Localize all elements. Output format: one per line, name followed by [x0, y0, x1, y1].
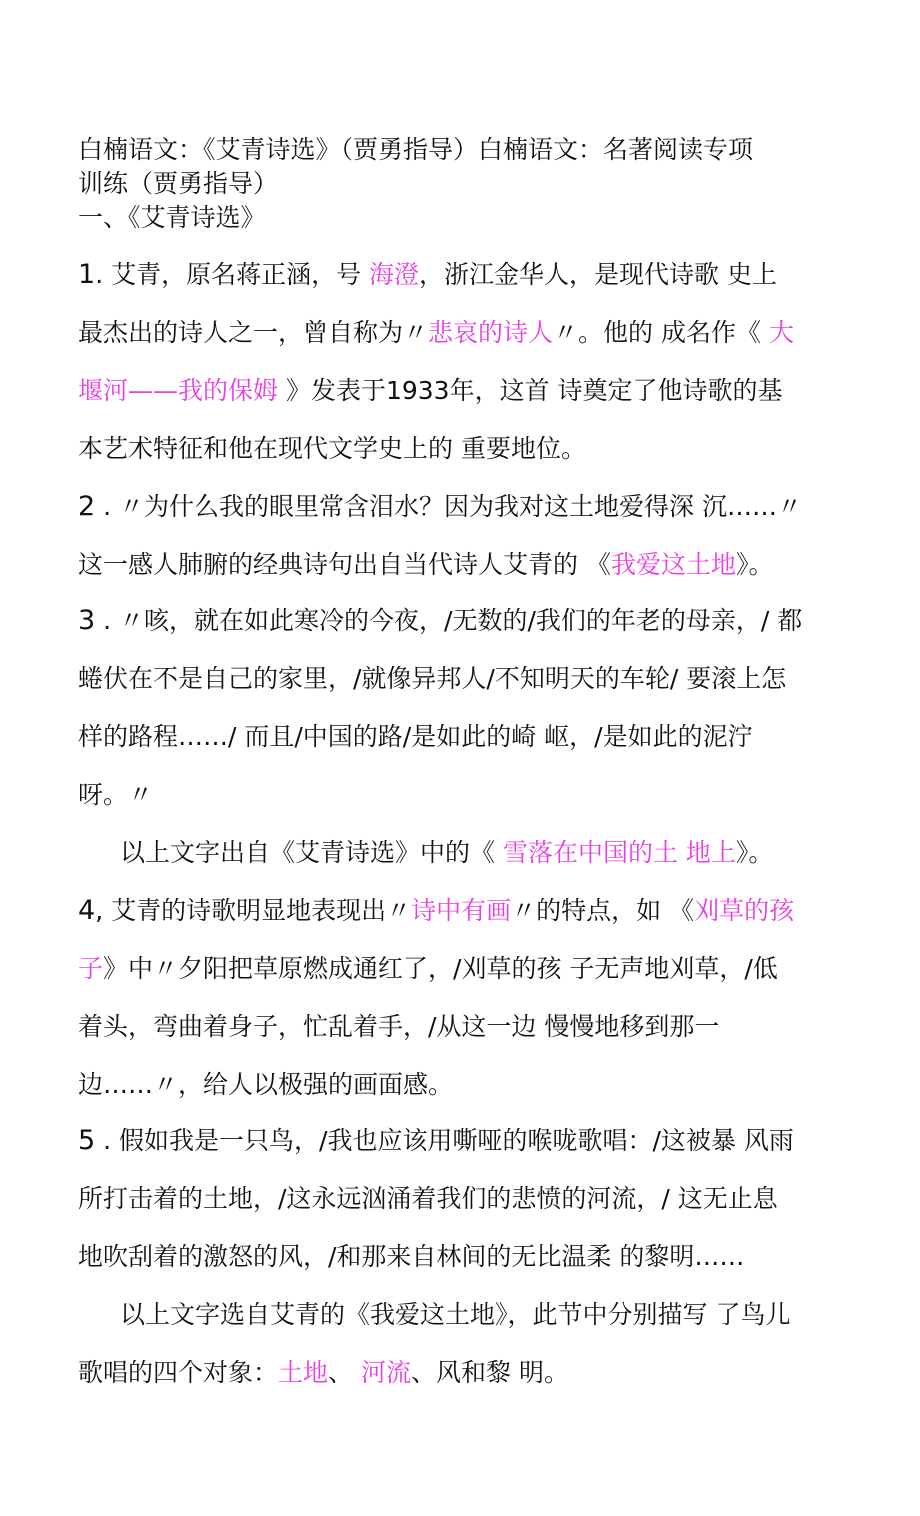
highlight-answer: 子: [78, 954, 104, 983]
highlight-answer: 堰河——我的保姆: [78, 376, 279, 405]
highlight-answer: 河流: [360, 1358, 411, 1387]
highlight-answer: 我爱这土地: [610, 550, 736, 579]
question-2: 2 . 〃为什么我的眼里常含泪水？因为我对这土地爱得深 沉……〃 这一感人肺腑的经典诗句出自当代诗人艾青的 《我爱这土地》。: [78, 491, 802, 579]
highlight-answer: 大: [768, 318, 794, 347]
section-heading: 一、《艾青诗选》: [78, 203, 266, 232]
question-5: 5 . 假如我是一只鸟，/我也应该用嘶哑的喉咙歌唱：/这被暴 风雨 所打击着的土地，/这永远汹涌着我们的悲愤的河流，/ 这无止息 地吹刮着的激怒的风，/和那来自林间的无比温柔 的黎明…… 以上文字选自艾青的《我爱这土地》，此节中分别描写 了鸟儿 歌唱的四个对象：土地、 河流、风和黎 明。: [78, 1125, 794, 1387]
highlight-answer: 海澄: [369, 260, 420, 289]
highlight-answer: 雪落在中国的土 地上: [502, 838, 736, 867]
highlight-answer: 刈草的孩: [694, 896, 795, 925]
question-number: 2: [78, 491, 96, 522]
header-title-line-1: 白楠语文：《艾青诗选》（贾勇指导）白楠语文：名著阅读专项: [78, 135, 754, 164]
question-3: 3 . 〃咳，就在如此寒冷的今夜，/无数的/我们的年老的母亲，/ 都 蜷伏在不是自己的家里，/就像异邦人/不知明天的车轮/ 要滚上怎 样的路程……/ 而且/中国的路/是如此的崎 岖，/是如此的泥泞 呀。〃 以上文字出自《艾青诗选》中的《 雪落在中国的土 地上》。: [78, 605, 803, 867]
question-number: 3: [78, 605, 96, 636]
document-header: [78, 133, 858, 235]
highlight-answer: 土地: [278, 1358, 329, 1387]
highlight-answer: 悲哀的诗人: [428, 318, 554, 347]
header-title-line-2: 训练（贾勇指导）: [78, 169, 279, 198]
highlight-answer: 诗中有画: [411, 896, 512, 925]
question-1: 1. 艾青，原名蒋正涵，号 海澄，浙江金华人，是现代诗歌 史上 最杰出的诗人之一，曾自称为〃悲哀的诗人〃。他的 成名作《 大 堰河——我的保姆 》发表于1933年，这首 诗奠定了他诗歌的基 本艺术特征和他在现代文学史上的 重要地位。: [78, 259, 794, 463]
question-number: 4: [78, 895, 96, 926]
question-4: 4, 艾青的诗歌明显地表现出〃诗中有画〃的特点，如 《刈草的孩 子》中〃夕阳把草原燃成通红了，/刈草的孩 子无声地刈草，/低 着头，弯曲着身子，忙乱着手，/从这一边 慢慢地移到那一 边……〃，给人以极强的画面感。: [78, 895, 795, 1099]
question-number: 5: [78, 1125, 96, 1156]
question-number: 1: [78, 259, 96, 290]
